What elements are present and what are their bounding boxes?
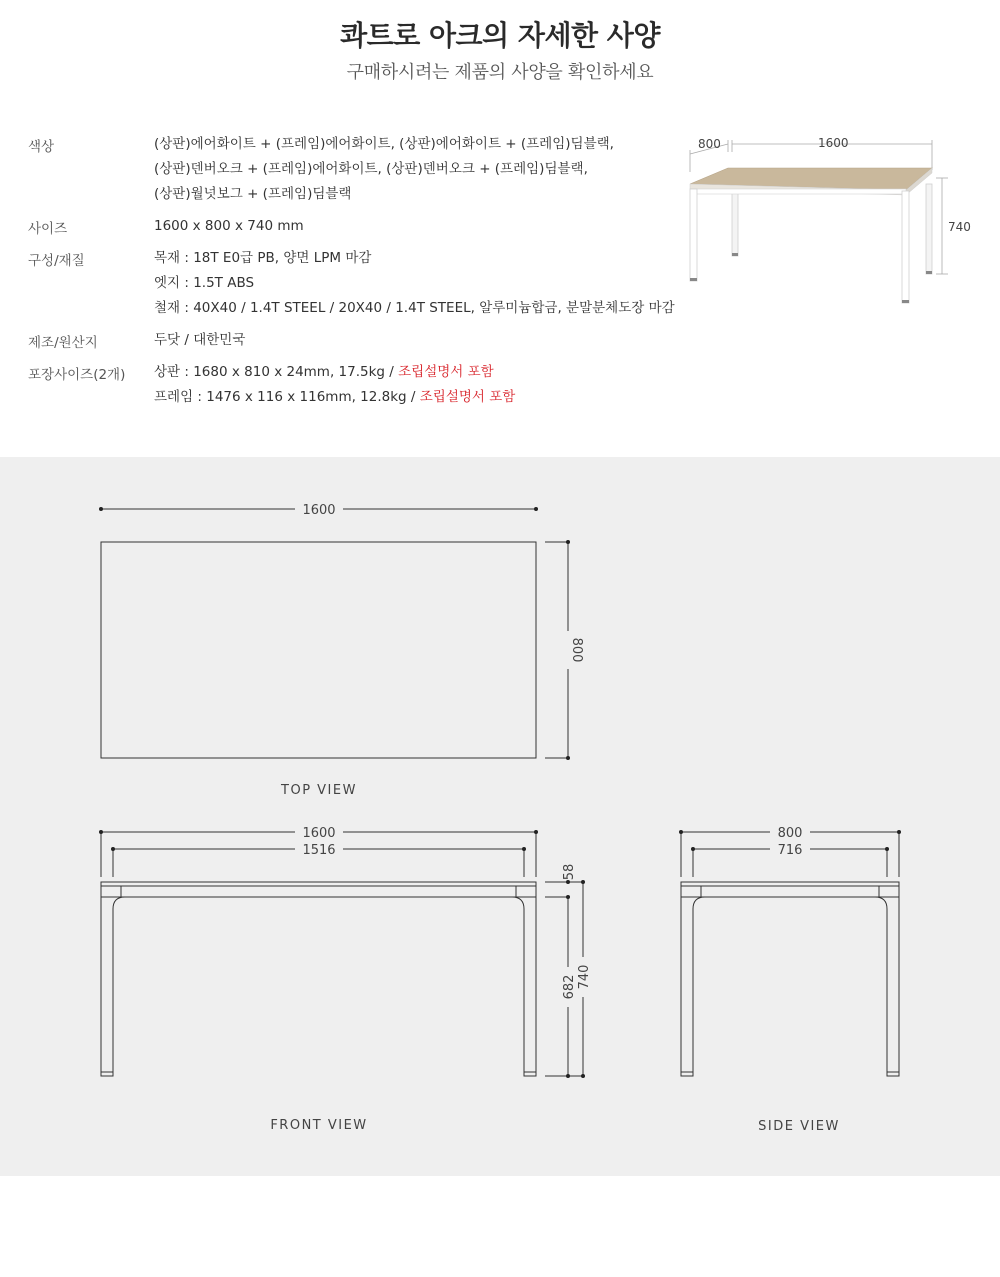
front-view-total-height-label: 740: [577, 964, 592, 990]
side-view-inner-label: 716: [777, 843, 803, 858]
spec-material-line: 목재 : 18T E0급 PB, 양면 LPM 마감: [154, 250, 372, 266]
product-image: [680, 128, 980, 318]
table-leg: [690, 189, 697, 281]
spec-label-size: 사이즈: [28, 221, 68, 237]
top-view-depth-label: 800: [569, 637, 584, 663]
spec-value-material: [154, 246, 714, 321]
drawing-canvas: [0, 457, 1000, 1176]
front-view-outer-label: 1600: [302, 826, 336, 841]
spec-label-origin: 제조/원산지: [28, 335, 98, 351]
table-illustration: [680, 128, 980, 318]
technical-drawings: [0, 457, 1000, 1176]
spec-material-line: 엣지 : 1.5T ABS: [154, 275, 255, 291]
front-view-leg-height-label: 682: [562, 974, 577, 1000]
front-view-inner-label: 1516: [302, 843, 336, 858]
spec-package-frame: 프레임 : 1476 x 116 x 116mm, 12.8kg /: [154, 389, 420, 405]
side-view-top: [681, 882, 899, 897]
table-leg: [902, 191, 909, 303]
spec-color-line: (상판)월넛보그 + (프레임)딤블랙: [154, 186, 352, 202]
page-subtitle: 구매하시려는 제품의 사양을 확인하세요: [346, 62, 654, 83]
front-view-caption: FRONT VIEW: [270, 1118, 368, 1133]
side-view-outer-label: 800: [777, 826, 803, 841]
spec-label-material: 구성/재질: [28, 253, 85, 269]
spec-label-package: 포장사이즈(2개): [28, 367, 126, 383]
product-dim-depth: 800: [698, 137, 721, 151]
top-view-width-label: 1600: [302, 503, 336, 518]
product-dim-height: 740: [948, 220, 971, 234]
spec-package-line: [154, 360, 714, 385]
spec-material-line: 철재 : 40X40 / 1.4T STEEL / 20X40 / 1.4T STEEL, 알루미늄합금, 분말분체도장 마감: [154, 300, 675, 316]
front-view-top-thickness-label: 58: [562, 863, 577, 881]
product-dim-width: 1600: [818, 136, 849, 150]
page-title: 콰트로 아크의 자세한 사양: [340, 19, 660, 52]
top-view-caption: TOP VIEW: [281, 783, 357, 798]
spec-value-package: [154, 360, 714, 410]
spec-value-size: [154, 214, 714, 239]
spec-origin-value: 두닷 / 대한민국: [154, 332, 246, 348]
side-view-caption: SIDE VIEW: [758, 1119, 840, 1134]
spec-value-color: [154, 132, 714, 207]
spec-color-line: (상판)에어화이트 + (프레임)에어화이트, (상판)에어화이트 + (프레임)딤블랙,: [154, 136, 614, 152]
manual-included-note: 조립설명서 포함: [419, 389, 516, 405]
spec-value-origin: [154, 328, 714, 353]
spec-color-line: (상판)덴버오크 + (프레임)에어화이트, (상판)덴버오크 + (프레임)딤블랙,: [154, 161, 588, 177]
manual-included-note: 조립설명서 포함: [398, 364, 494, 380]
top-view-outline: [101, 542, 536, 758]
spec-package-top: 상판 : 1680 x 810 x 24mm, 17.5kg /: [154, 364, 399, 380]
front-view-top: [101, 882, 536, 897]
spec-package-line: [154, 385, 714, 410]
spec-size-value: 1600 x 800 x 740 mm: [154, 218, 304, 234]
spec-label-color: 색상: [28, 139, 55, 155]
